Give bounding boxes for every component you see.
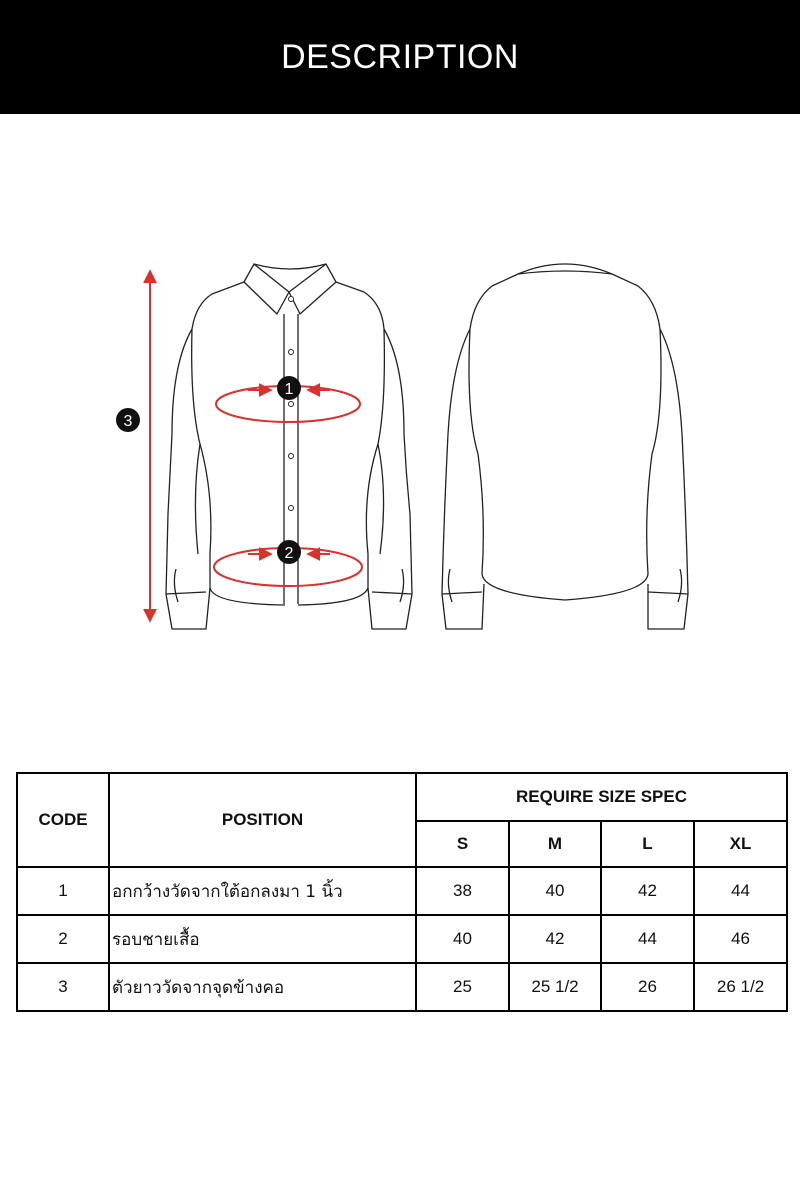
marker-3 — [116, 408, 140, 432]
row-code: 3 — [17, 963, 109, 1011]
shirt-diagram — [0, 114, 800, 734]
row-value-s: 38 — [416, 867, 509, 915]
size-spec-table — [16, 772, 788, 1012]
svg-text:2: 2 — [284, 545, 294, 562]
row-value-xl: 44 — [694, 867, 787, 915]
back-shirt-outline — [442, 264, 688, 629]
row-value-m: 25 1/2 — [509, 963, 601, 1011]
svg-text:1: 1 — [284, 381, 294, 398]
size-header-xl: XL — [694, 821, 787, 867]
table-row — [17, 867, 787, 915]
table-row — [17, 915, 787, 963]
row-value-m: 40 — [509, 867, 601, 915]
marker-2 — [277, 540, 301, 564]
code-header: CODE — [17, 773, 109, 867]
row-value-l: 26 — [601, 963, 694, 1011]
row-position: รอบชายเสื้อ — [109, 915, 416, 963]
table-row — [17, 963, 787, 1011]
row-code: 1 — [17, 867, 109, 915]
position-header: POSITION — [109, 773, 416, 867]
row-value-s: 25 — [416, 963, 509, 1011]
row-value-l: 42 — [601, 867, 694, 915]
size-header-s: S — [416, 821, 509, 867]
row-position: อกกว้างวัดจากใต้อกลงมา 1 นิ้ว — [109, 867, 416, 915]
front-buttons — [289, 297, 294, 563]
svg-text:3: 3 — [123, 413, 133, 430]
row-value-m: 42 — [509, 915, 601, 963]
marker-1 — [277, 376, 301, 400]
size-header-m: M — [509, 821, 601, 867]
page-header — [0, 0, 800, 114]
row-value-xl: 46 — [694, 915, 787, 963]
row-value-l: 44 — [601, 915, 694, 963]
row-value-xl: 26 1/2 — [694, 963, 787, 1011]
row-code: 2 — [17, 915, 109, 963]
row-position: ตัวยาววัดจากจุดข้างคอ — [109, 963, 416, 1011]
spec-header: REQUIRE SIZE SPEC — [416, 773, 787, 821]
row-value-s: 40 — [416, 915, 509, 963]
header-title: DESCRIPTION — [281, 37, 519, 76]
front-shirt-outline — [166, 264, 412, 629]
size-header-l: L — [601, 821, 694, 867]
